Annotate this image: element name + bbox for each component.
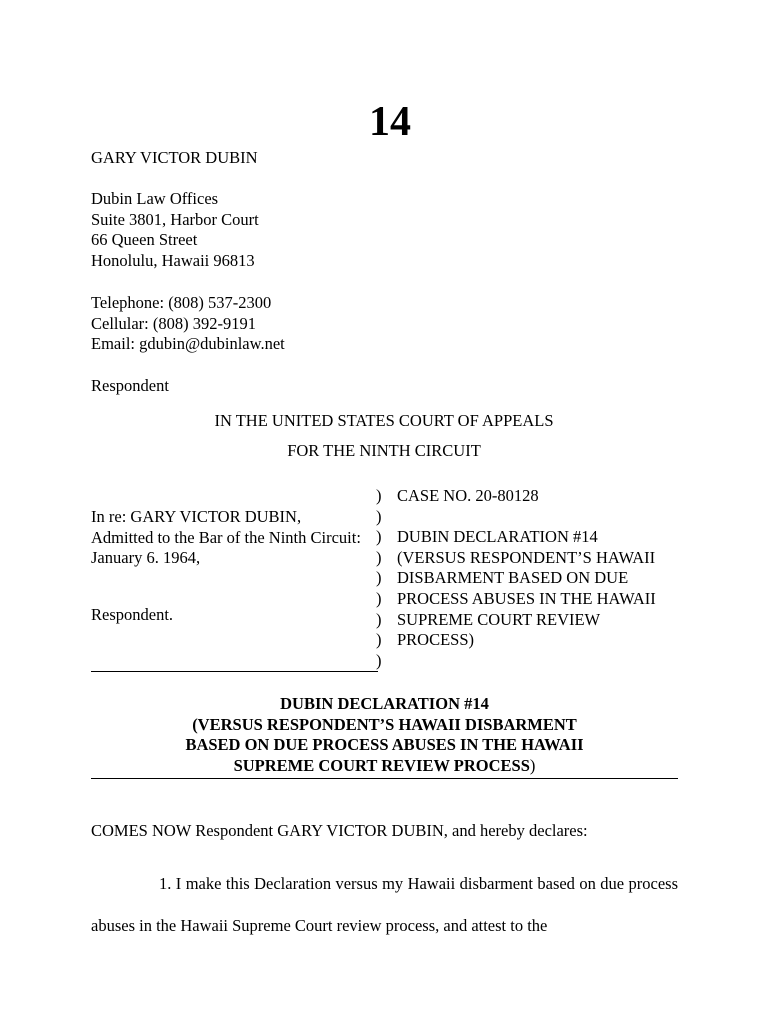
court-circuit: FOR THE NINTH CIRCUIT [287,441,481,460]
caption-doc-line: PROCESS ABUSES IN THE HAWAII [397,588,656,608]
title-close-paren: ) [529,755,536,775]
contact-info [91,293,691,355]
caption-paren: ) [376,630,382,650]
office-line: 66 Queen Street [91,230,198,250]
title-line: BASED ON DUE PROCESS ABUSES IN THE HAWAII [185,735,584,755]
sender-role-block [91,376,691,397]
office-line: Honolulu, Hawaii 96813 [91,250,255,270]
caption-paren: ) [376,609,382,629]
caption-paren: ) [376,527,382,547]
caption-doc-line: PROCESS) [397,630,475,650]
office-line: Suite 3801, Harbor Court [91,209,259,229]
cellular: Cellular: (808) 392-9191 [91,313,256,333]
caption-spacer [397,507,697,528]
office-address [91,189,691,271]
caption-case-info [397,486,697,651]
caption-paren: ) [376,588,382,608]
telephone: Telephone: (808) 537-2300 [91,293,272,312]
sender-name: GARY VICTOR DUBIN [91,148,258,167]
caption-doc-line: DUBIN DECLARATION #14 [397,527,598,547]
court-name: IN THE UNITED STATES COURT OF APPEALS [214,411,554,430]
sender-name-block [91,148,691,169]
title-line: (VERSUS RESPONDENT’S HAWAII DISBARMENT [192,714,577,734]
caption-party-line: January 6. 1964, [91,548,201,568]
title-line-text: SUPREME COURT REVIEW PROCESS [233,755,530,775]
caption-paren: ) [376,506,382,526]
caption-paren: ) [376,547,382,567]
page-number: 14 [369,99,411,145]
caption-doc-line: (VERSUS RESPONDENT’S HAWAII [397,547,656,567]
office-line: Dubin Law Offices [91,189,219,208]
paragraph-1: 1. I make this Declaration versus my Hawaii disbarment based on due process abuses in the Hawaii Supreme Court review process, and attest to the [91,874,678,935]
sender-role: Respondent [91,376,169,395]
caption-doc-line: DISBARMENT BASED ON DUE [397,568,629,588]
caption-paren: ) [376,568,382,588]
intro-line: COMES NOW Respondent GARY VICTOR DUBIN, and hereby declares: [91,821,588,840]
title-rule [91,778,678,779]
caption-respondent: Respondent. [91,605,174,624]
case-number: CASE NO. 20-80128 [397,486,539,505]
caption-rule [91,671,378,672]
caption-paren: ) [376,650,382,670]
title-line: DUBIN DECLARATION #14 [280,694,489,713]
email: Email: gdubin@dubinlaw.net [91,334,285,354]
caption-paren: ) [376,486,382,505]
caption-paren-column [376,486,386,671]
document-title [91,694,678,776]
caption-party-line: Admitted to the Bar of the Ninth Circuit: [91,527,361,547]
title-line-last [91,756,678,777]
caption-doc-line: SUPREME COURT REVIEW [397,609,601,629]
caption-party-line: In re: GARY VICTOR DUBIN, [91,507,302,526]
